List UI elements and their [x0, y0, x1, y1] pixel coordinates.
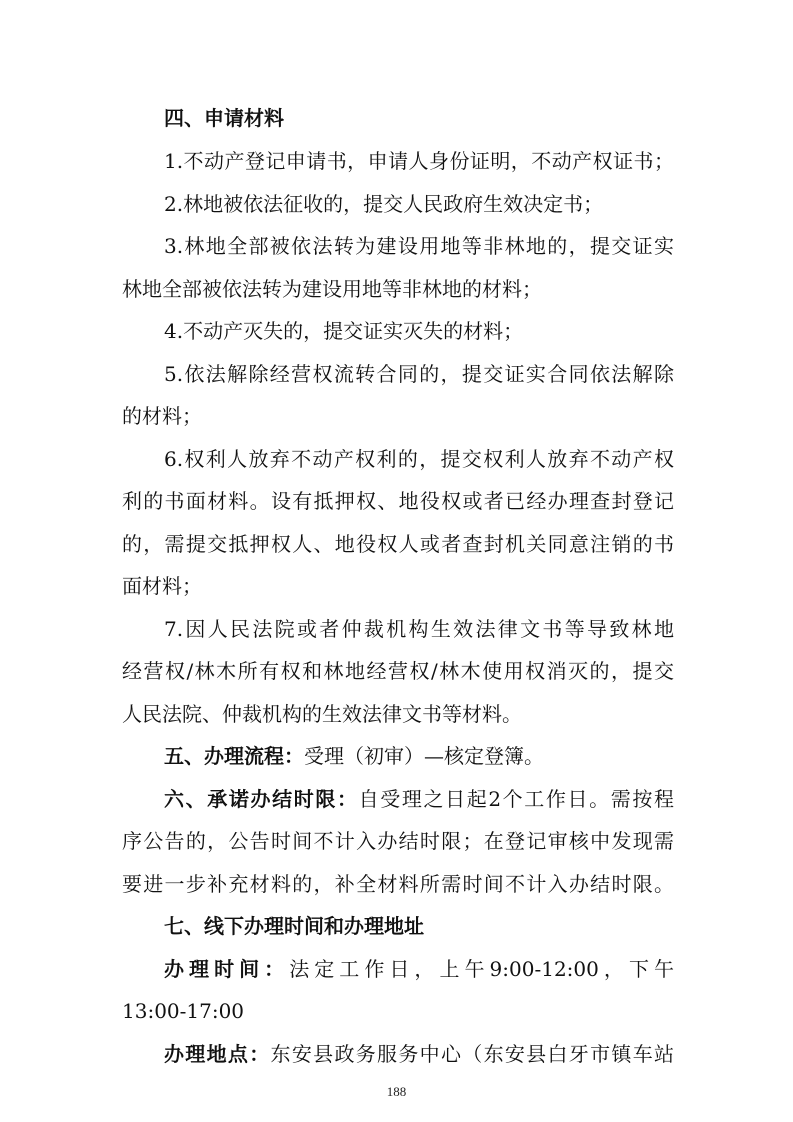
- paragraph-line: 3.林地全部被依法转为建设用地等非林地的，提交证实: [164, 234, 674, 258]
- paragraph-line: 序公告的，公告时间不计入办结时限；在登记审核中发现需: [122, 829, 674, 853]
- paragraph-line: 经营权/林木所有权和林地经营权/林木使用权消灭的，提交: [122, 659, 674, 683]
- address-line: [164, 1041, 674, 1067]
- process-line: [164, 743, 674, 769]
- section-heading-application-materials: 四、申请材料: [164, 106, 284, 130]
- paragraph-line: 5.依法解除经营权流转合同的，提交证实合同依法解除: [164, 362, 674, 386]
- time-limit-line: [164, 786, 674, 812]
- paragraph-line: 6.权利人放弃不动产权利的，提交权利人放弃不动产权: [164, 447, 674, 471]
- address-text: 东安县政务服务中心（东安县白牙市镇车站: [270, 1042, 674, 1066]
- paragraph-line: 的材料；: [122, 404, 202, 428]
- paragraph-line: 人民法院、仲裁机构的生效法律文书等材料。: [122, 702, 522, 726]
- process-text: 受理（初审）—核定登簿。: [304, 744, 544, 768]
- office-hours-line: [164, 956, 674, 982]
- paragraph-line: 林地全部被依法转为建设用地等非林地的材料；: [122, 277, 542, 301]
- paragraph-line: 要进一步补充材料的，补全材料所需时间不计入办结时限。: [122, 872, 674, 896]
- page-number: 188: [386, 1084, 407, 1099]
- paragraph-line: 利的书面材料。设有抵押权、地役权或者已经办理查封登记: [122, 489, 674, 513]
- paragraph-line: 4.不动产灭失的，提交证实灭失的材料；: [164, 319, 524, 343]
- paragraph-line: 面材料；: [122, 574, 202, 598]
- paragraph-line: 13:00-17:00: [122, 999, 245, 1023]
- process-label: 五、办理流程：: [164, 744, 304, 768]
- paragraph-line: 的，需提交抵押权人、地役权人或者查封机关同意注销的书: [122, 532, 674, 556]
- section-heading-offline-handling: 七、线下办理时间和办理地址: [164, 914, 424, 938]
- office-hours-label: 办理时间：: [164, 957, 290, 981]
- paragraph-line: 2.林地被依法征收的，提交人民政府生效决定书；: [164, 192, 604, 216]
- paragraph-line: 1.不动产登记申请书，申请人身份证明，不动产权证书；: [164, 149, 674, 173]
- time-limit-label: 六、承诺办结时限：: [164, 787, 359, 811]
- address-label: 办理地点：: [164, 1042, 271, 1066]
- office-hours-text: 法定工作日，上午9:00-12:00，下午: [289, 957, 674, 981]
- time-limit-text: 自受理之日起2个工作日。需按程: [358, 787, 674, 811]
- paragraph-line: 7.因人民法院或者仲裁机构生效法律文书等导致林地: [164, 617, 674, 641]
